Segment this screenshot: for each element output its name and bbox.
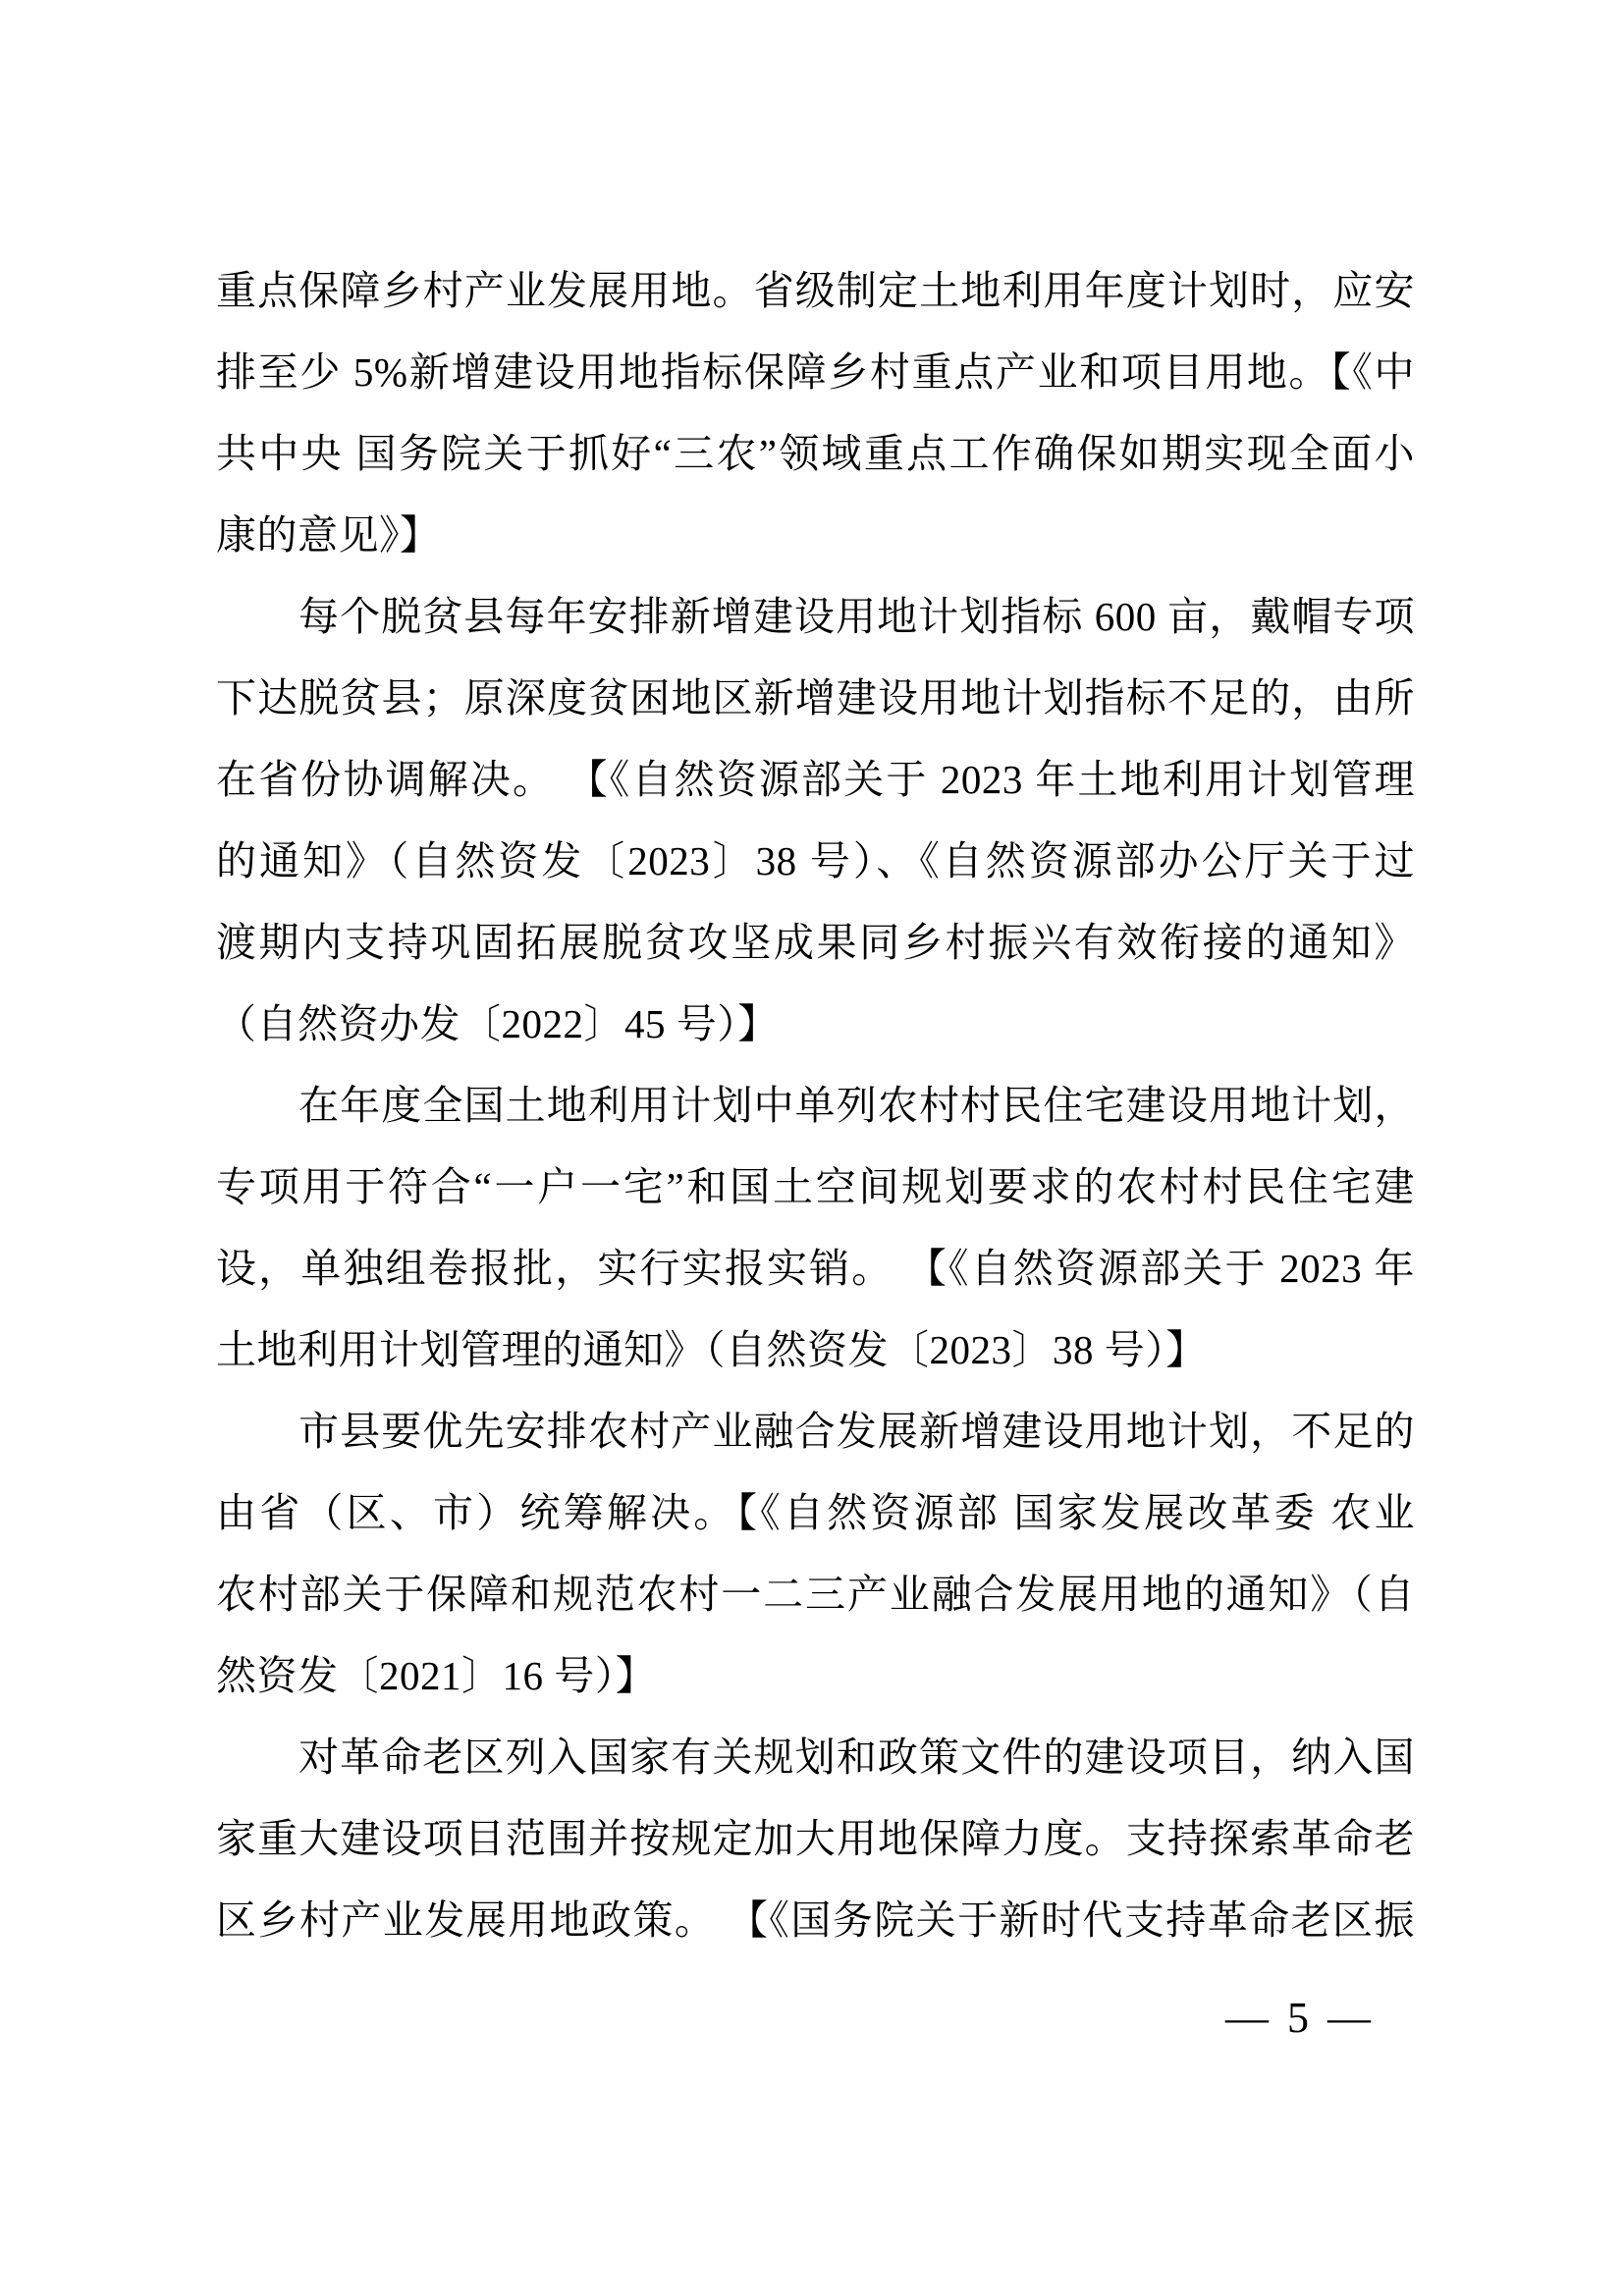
text-line: 重点保障乡村产业发展用地。省级制定土地利用年度计划时，应安 [216,268,1415,313]
text-line: 下达脱贫县；原深度贫困地区新增建设用地计划指标不足的，由所 [216,675,1415,721]
paragraph [216,1065,1415,1391]
paragraph [216,576,1415,1065]
text-line: 排至少 5%新增建设用地指标保障乡村重点产业和项目用地。【《中 [216,349,1415,395]
document-body [216,250,1415,1961]
text-line: 家重大建设项目范围并按规定加大用地保障力度。支持探索革命老 [216,1816,1415,1861]
paragraph [216,1717,1415,1961]
text-line: 由省（区、市）统筹解决。【《自然资源部 国家发展改革委 农业 [216,1490,1415,1535]
page-number: — 5 — [1225,1994,1375,2042]
text-line: 市县要优先安排农村产业融合发展新增建设用地计划，不足的 [298,1409,1415,1454]
text-line: 渡期内支持巩固拓展脱贫攻坚成果同乡村振兴有效衔接的通知》 [216,920,1415,965]
text-line: 区乡村产业发展用地政策。 【《国务院关于新时代支持革命老区振 [216,1897,1415,1943]
text-line: 土地利用计划管理的通知》（自然资发〔2023〕38 号）】 [216,1327,1207,1372]
text-line: 对革命老区列入国家有关规划和政策文件的建设项目，纳入国 [298,1735,1415,1780]
text-line: 专项用于符合“一户一宅”和国土空间规划要求的农村村民住宅建 [216,1164,1415,1209]
text-line: 在省份协调解决。 【《自然资源部关于 2023 年土地利用计划管理 [216,757,1415,802]
text-line: 的通知》（自然资发〔2023〕38 号）、《自然资源部办公厅关于过 [216,838,1415,883]
text-line: 然资发〔2021〕16 号）】 [216,1653,657,1698]
paragraph [216,1391,1415,1717]
text-line: 每个脱贫县每年安排新增建设用地计划指标 600 亩，戴帽专项 [298,594,1415,639]
paragraph [216,250,1415,576]
text-line: （自然资办发〔2022〕45 号）】 [216,1001,779,1046]
text-line: 康的意见》】 [216,512,441,558]
text-line: 共中央 国务院关于抓好“三农”领域重点工作确保如期实现全面小 [216,431,1415,476]
text-line: 农村部关于保障和规范农村一二三产业融合发展用地的通知》（自 [216,1572,1415,1617]
text-line: 设，单独组卷报批，实行实报实销。 【《自然资源部关于 2023 年 [216,1246,1415,1291]
text-line: 在年度全国土地利用计划中单列农村村民住宅建设用地计划， [298,1083,1415,1128]
